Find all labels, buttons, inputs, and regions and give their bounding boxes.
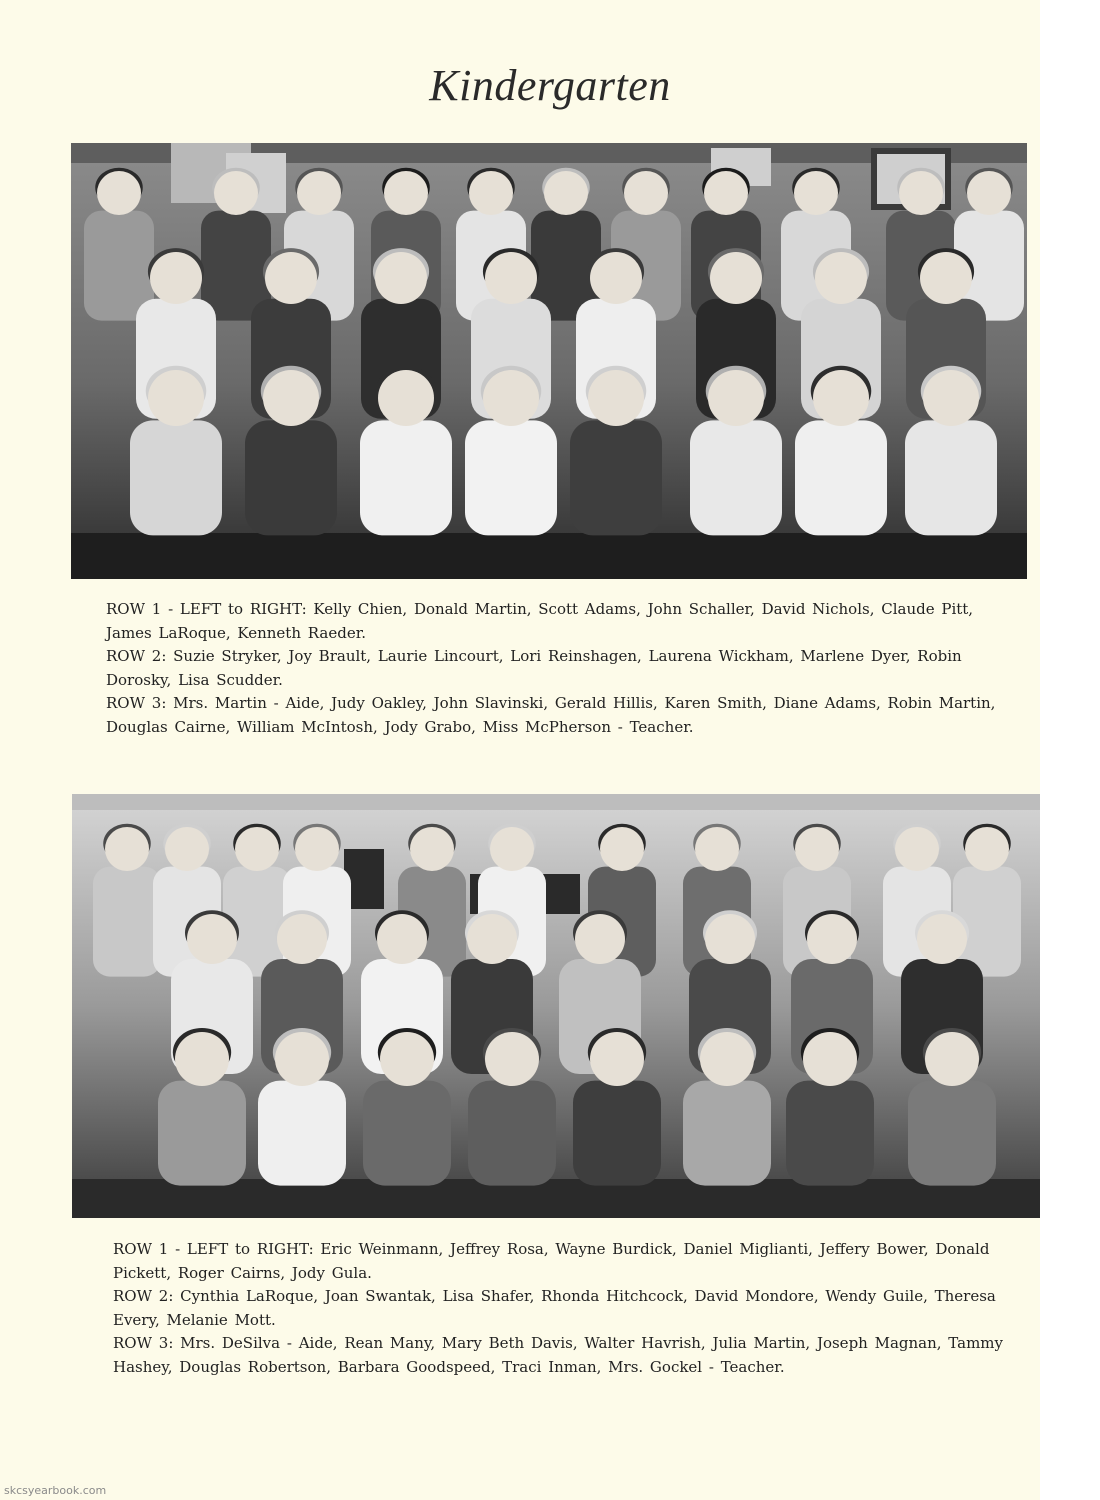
class-photo-1-image (71, 143, 1027, 579)
page-title: Kindergarten (429, 61, 671, 110)
class-2-row-2: ROW 2: Cynthia LaRoque, Joan Swantak, Lisa Shafer, Rhonda Hitchcock, David Mondore, Wendy Guile, Theresa Every, Melanie Mott. (113, 1287, 996, 1329)
class-1-row-1: ROW 1 - LEFT to RIGHT: Kelly Chien, Donald Martin, Scott Adams, John Schaller, David Nichols, Claude Pitt, James LaRoque, Kenneth Raeder. (106, 600, 974, 642)
class-1-row-3: ROW 3: Mrs. Martin - Aide, Judy Oakley, John Slavinski, Gerald Hillis, Karen Smith, Diane Adams, Robin Martin, Douglas Cairne, William McIntosh, Jody Grabo, Miss McPherson - Teacher. (106, 694, 996, 736)
class-2-caption (113, 1238, 1013, 1379)
class-2-row-3: ROW 3: Mrs. DeSilva - Aide, Rean Many, Mary Beth Davis, Walter Havrish, Julia Martin, Joseph Magnan, Tammy Hashey, Douglas Robertson, Barbara Goodspeed, Traci Inman, Mrs. Gockel - Teacher. (113, 1334, 1004, 1376)
class-photo-1 (71, 143, 1027, 579)
class-1-caption (106, 598, 1011, 739)
class-photo-2-image (72, 794, 1040, 1218)
class-photo-2 (72, 794, 1040, 1218)
site-watermark: skcsyearbook.com (4, 1484, 107, 1497)
class-2-row-1: ROW 1 - LEFT to RIGHT: Eric Weinmann, Jeffrey Rosa, Wayne Burdick, Daniel Miglianti, Jeffery Bower, Donald Pickett, Roger Cairns, Jody Gula. (113, 1240, 990, 1282)
class-1-row-2: ROW 2: Suzie Stryker, Joy Brault, Laurie Lincourt, Lori Reinshagen, Laurena Wickham, Marlene Dyer, Robin Dorosky, Lisa Scudder. (106, 647, 962, 689)
